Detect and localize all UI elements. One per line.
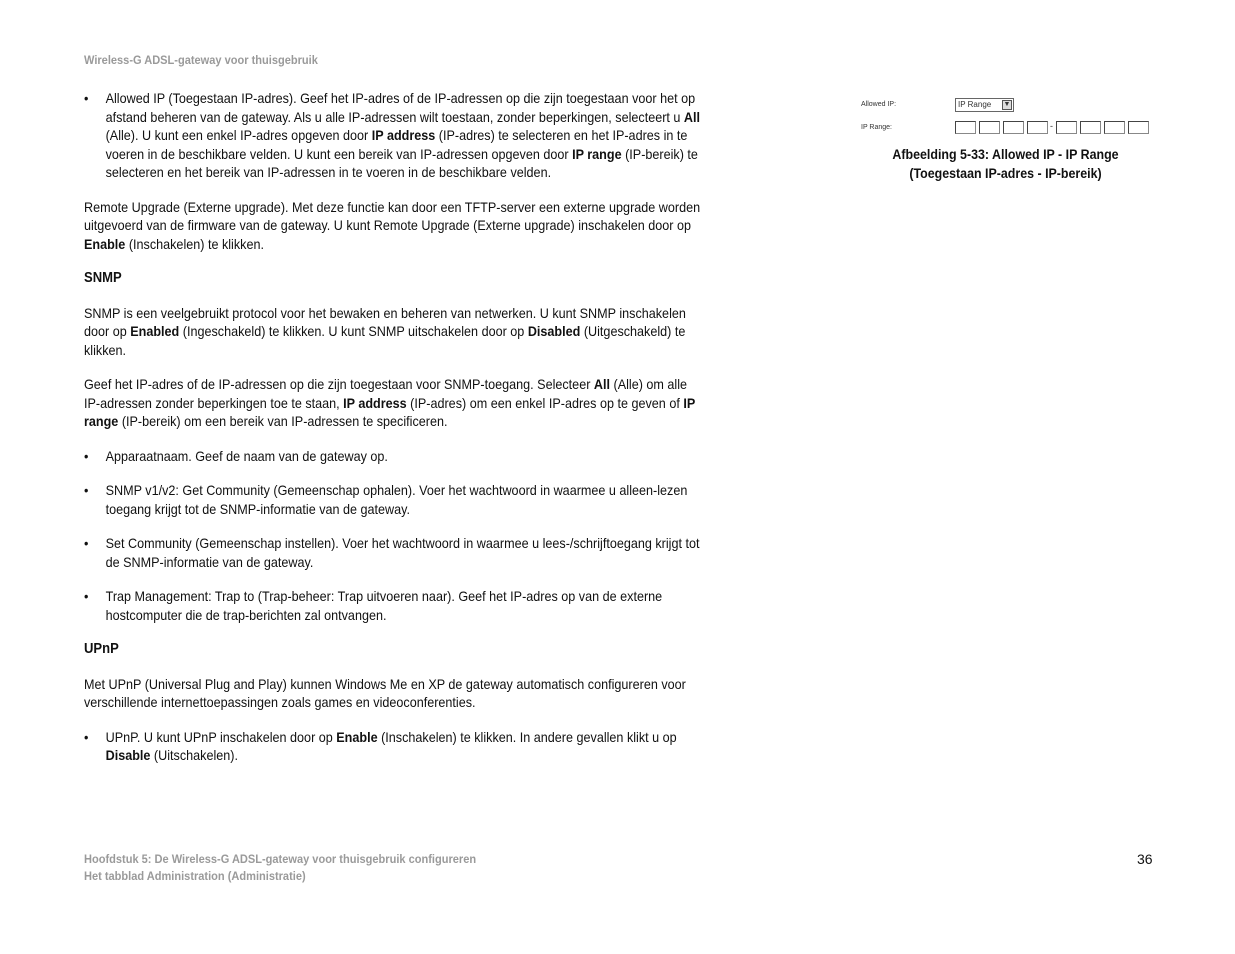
footer-chapter: Hoofdstuk 5: De Wireless-G ADSL-gateway voor thuisgebruik configureren xyxy=(84,852,477,866)
text-run: (IP-adres) te selecteren en het IP-adres in te voeren in de beschikbare velden. U kunt een bereik van IP-adressen opgeven door xyxy=(105,127,688,162)
heading-snmp: SNMP xyxy=(84,270,122,286)
bullet-allowed-ip xyxy=(84,89,705,182)
text-run: Geef het IP-adres of de IP-adressen op die zijn toegestaan voor SNMP-toegang. Selecteer xyxy=(84,376,594,392)
bold-term-disable: Disable xyxy=(105,747,151,763)
paragraph-upnp: Met UPnP (Universal Plug and Play) kunnen Windows Me en XP de gateway automatisch configureren voor verschillende internettoepassingen zoals games en videoconferenties. xyxy=(84,675,686,710)
ip-range-end-octet-4[interactable] xyxy=(1128,121,1149,134)
bold-term-ip-address: IP address xyxy=(371,127,436,143)
footer-section: Het tabblad Administration (Administratie) xyxy=(84,869,306,883)
bullet-text: Set Community (Gemeenschap instellen). Voer het wachtwoord in waarmee u lees-/schrijftoegang krijgt tot de SNMP-informatie van de gateway. xyxy=(105,535,700,570)
bold-term-enable: Enable xyxy=(336,728,378,745)
text-run: (IP-bereik) om een bereik van IP-adressen te specificeren. xyxy=(118,413,448,429)
text-run: (Ingeschakeld) te klikken. U kunt SNMP uitschakelen door op xyxy=(179,323,528,339)
bullet-dot: • xyxy=(84,90,89,106)
text-run: (Uitschakelen). xyxy=(150,747,238,763)
caption-line-2: (Toegestaan IP-adres - IP-bereik) xyxy=(909,166,1102,181)
dropdown-arrow-icon: ▼ xyxy=(1003,101,1011,108)
text-run: (Inschakelen) te klikken. xyxy=(125,235,264,252)
figure-caption xyxy=(870,145,1141,183)
bullet-set-community xyxy=(84,534,705,571)
bullet-text: Trap Management: Trap to (Trap-beheer: Trap uitvoeren naar). Geef het IP-adres op van de externe hostcomputer die de trap-berichten zal ontvangen. xyxy=(105,588,663,623)
bold-term-ip-address: IP address xyxy=(343,394,407,411)
text-run: (Inschakelen) te klikken. In andere gevallen klikt u op xyxy=(377,728,677,745)
bullet-dot: • xyxy=(84,728,89,745)
ip-range-start-octet-4[interactable] xyxy=(1027,121,1048,134)
bold-term-ip-range: IP range xyxy=(572,145,622,162)
bold-term-all: All xyxy=(593,376,611,392)
bold-term-disabled: Disabled xyxy=(527,323,581,339)
range-dash: - xyxy=(1050,121,1053,131)
bullet-text: SNMP v1/v2: Get Community (Gemeenschap ophalen). Voer het wachtwoord in waarmee u alleen-lezen toegang krijgt tot de SNMP-informatie van de gateway. xyxy=(105,482,688,517)
text-run: (Uitgeschakeld) te klikken. xyxy=(84,323,686,358)
ip-range-end-octet-1[interactable] xyxy=(1056,121,1077,134)
ip-range-end-octet-2[interactable] xyxy=(1080,121,1101,134)
ip-range-end-octet-3[interactable] xyxy=(1104,121,1125,134)
bullet-upnp xyxy=(84,728,705,765)
allowed-ip-select[interactable] xyxy=(955,98,1014,112)
page-number: 36 xyxy=(1137,851,1153,867)
paragraph-snmp-intro xyxy=(84,304,705,360)
main-content xyxy=(84,89,705,781)
bullet-dot: • xyxy=(84,588,89,604)
text-run: (Alle) om alle IP-adressen zonder beperkingen toe te staan, xyxy=(84,376,688,411)
select-value: IP Range xyxy=(958,100,992,109)
paragraph-snmp-access xyxy=(84,375,705,431)
running-footer xyxy=(84,851,476,885)
bullet-dot: • xyxy=(84,447,89,464)
bold-term-enabled: Enabled xyxy=(130,323,180,339)
ip-range-start-octet-3[interactable] xyxy=(1003,121,1024,134)
bullet-dot: • xyxy=(84,535,89,551)
bold-term-enable: Enable xyxy=(84,235,126,252)
bullet-text: Apparaatnaam. Geef de naam van de gateway op. xyxy=(105,447,388,464)
allowed-ip-label: Allowed IP: xyxy=(861,101,897,108)
running-header: Wireless-G ADSL-gateway voor thuisgebruik xyxy=(84,53,318,67)
caption-line-1: Afbeelding 5-33: Allowed IP - IP Range xyxy=(892,147,1119,162)
text-run: SNMP is een veelgebruikt protocol voor het bewaken en beheren van netwerken. U kunt SNMP inschakelen door op xyxy=(84,304,686,339)
figure-allowed-ip xyxy=(858,97,1153,183)
text-run: (IP-adres) om een enkel IP-adres op te geven of xyxy=(406,394,684,411)
heading-upnp: UPnP xyxy=(84,641,119,657)
bold-term-all: All xyxy=(683,108,701,125)
bullet-get-community xyxy=(84,481,705,518)
bold-term-ip-range: IP range xyxy=(84,394,696,429)
text-run: Remote Upgrade (Externe upgrade). Met deze functie kan door een TFTP-server een externe upgrade worden uitgevoerd van de firmware van de gateway. U kunt Remote Upgrade (Externe upgrade) inschakelen door op xyxy=(84,198,701,233)
bullet-device-name xyxy=(84,447,705,466)
ip-range-start-octet-2[interactable] xyxy=(979,121,1000,134)
bullet-dot: • xyxy=(84,482,89,498)
text-run: UPnP. U kunt UPnP inschakelen door op xyxy=(105,728,337,745)
ip-range-label: IP Range: xyxy=(861,124,893,131)
text-run: (IP-bereik) te selecteren en het bereik van IP-adressen in te voeren in de beschikbare velden. xyxy=(105,145,698,180)
figure-screenshot xyxy=(858,97,1153,139)
text-run: (Alle). U kunt een enkel IP-adres opgeven door xyxy=(105,127,372,143)
bullet-trap-management xyxy=(84,587,705,624)
paragraph-remote-upgrade xyxy=(84,198,705,254)
ip-range-start-octet-1[interactable] xyxy=(955,121,976,134)
text-run: Allowed IP (Toegestaan IP-adres). Geef het IP-adres of de IP-adressen op die zijn toegestaan voor het op afstand beheren van de gateway. Als u alle IP-adressen wilt toestaan, zonder beperkingen, selecteert u xyxy=(105,90,696,125)
